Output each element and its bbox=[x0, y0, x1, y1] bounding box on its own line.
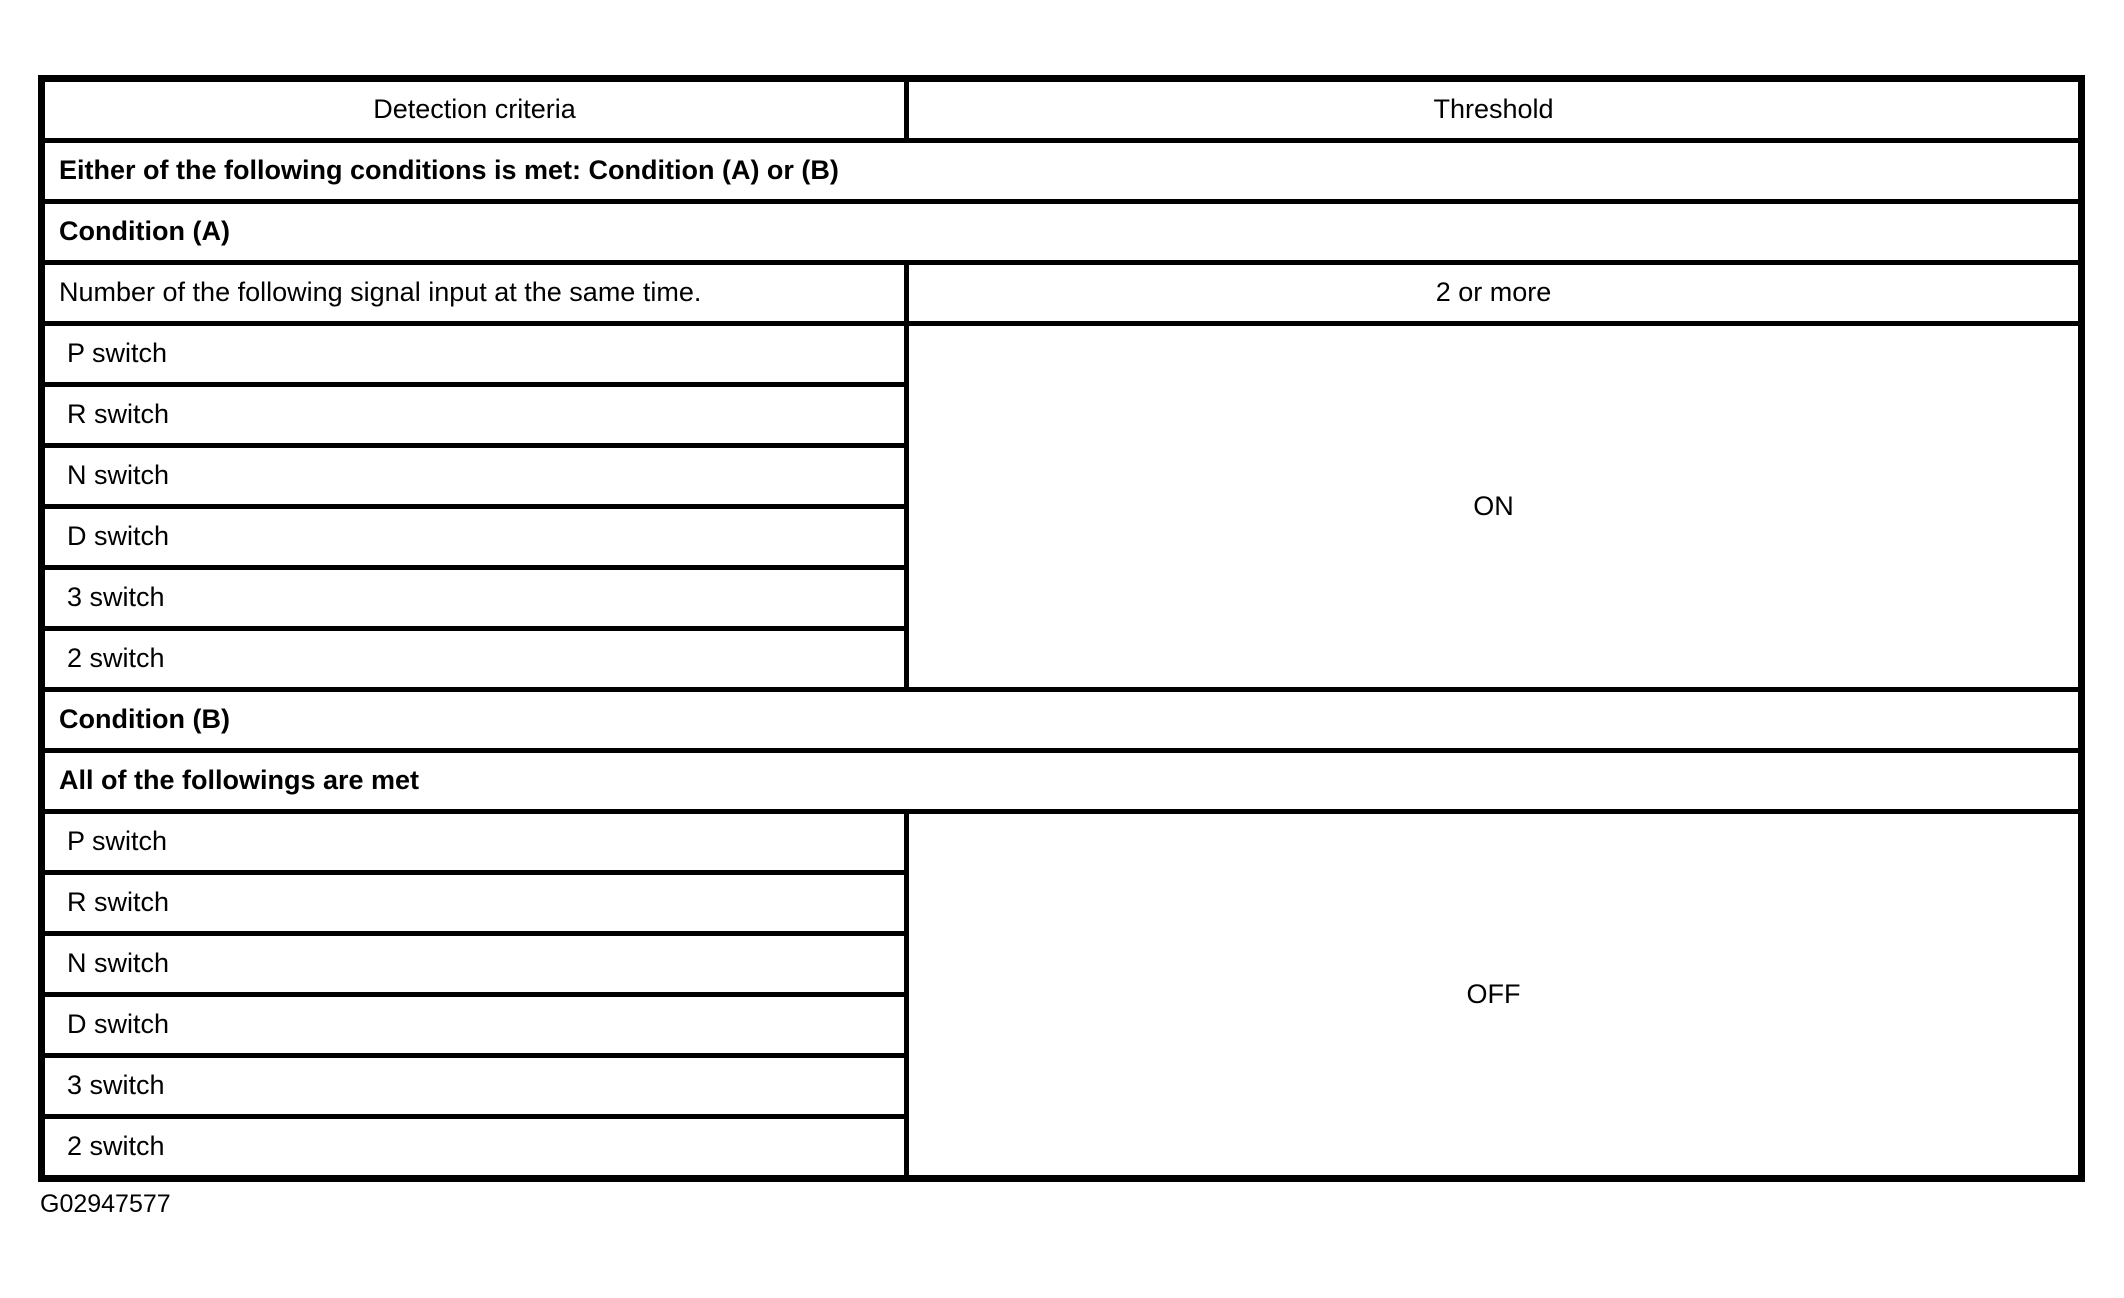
cell-switch-label: R switch bbox=[42, 873, 907, 934]
cell-condition-a-switches-threshold: ON bbox=[907, 324, 2082, 690]
cell-switch-label: N switch bbox=[42, 446, 907, 507]
table-row-condition-a-title bbox=[42, 202, 2082, 263]
table-row-condition-b-subtitle bbox=[42, 751, 2082, 812]
cell-switch-label: D switch bbox=[42, 507, 907, 568]
detection-criteria-table bbox=[38, 75, 2085, 1182]
cell-condition-a-criteria-threshold: 2 or more bbox=[907, 263, 2082, 324]
cell-condition-a-title: Condition (A) bbox=[42, 202, 2082, 263]
column-header-detection-criteria: Detection criteria bbox=[42, 79, 907, 141]
table-header-row bbox=[42, 79, 2082, 141]
table-row-condition-a-criteria bbox=[42, 263, 2082, 324]
figure-id: G02947577 bbox=[40, 1190, 171, 1218]
table-row-condition-b-title bbox=[42, 690, 2082, 751]
cell-switch-label: N switch bbox=[42, 934, 907, 995]
cell-switch-label: 2 switch bbox=[42, 1117, 907, 1179]
table-row-switch bbox=[42, 812, 2082, 873]
cell-either-conditions: Either of the following conditions is met: Condition (A) or (B) bbox=[42, 141, 2082, 202]
cell-condition-b-subtitle: All of the followings are met bbox=[42, 751, 2082, 812]
table-row-either-conditions bbox=[42, 141, 2082, 202]
cell-switch-label: 2 switch bbox=[42, 629, 907, 690]
cell-switch-label: P switch bbox=[42, 812, 907, 873]
cell-switch-label: 3 switch bbox=[42, 1056, 907, 1117]
table-row-switch bbox=[42, 324, 2082, 385]
cell-switch-label: 3 switch bbox=[42, 568, 907, 629]
cell-switch-label: D switch bbox=[42, 995, 907, 1056]
cell-switch-label: P switch bbox=[42, 324, 907, 385]
cell-condition-a-criteria: Number of the following signal input at the same time. bbox=[42, 263, 907, 324]
cell-condition-b-switches-threshold: OFF bbox=[907, 812, 2082, 1179]
column-header-threshold: Threshold bbox=[907, 79, 2082, 141]
cell-switch-label: R switch bbox=[42, 385, 907, 446]
cell-condition-b-title: Condition (B) bbox=[42, 690, 2082, 751]
